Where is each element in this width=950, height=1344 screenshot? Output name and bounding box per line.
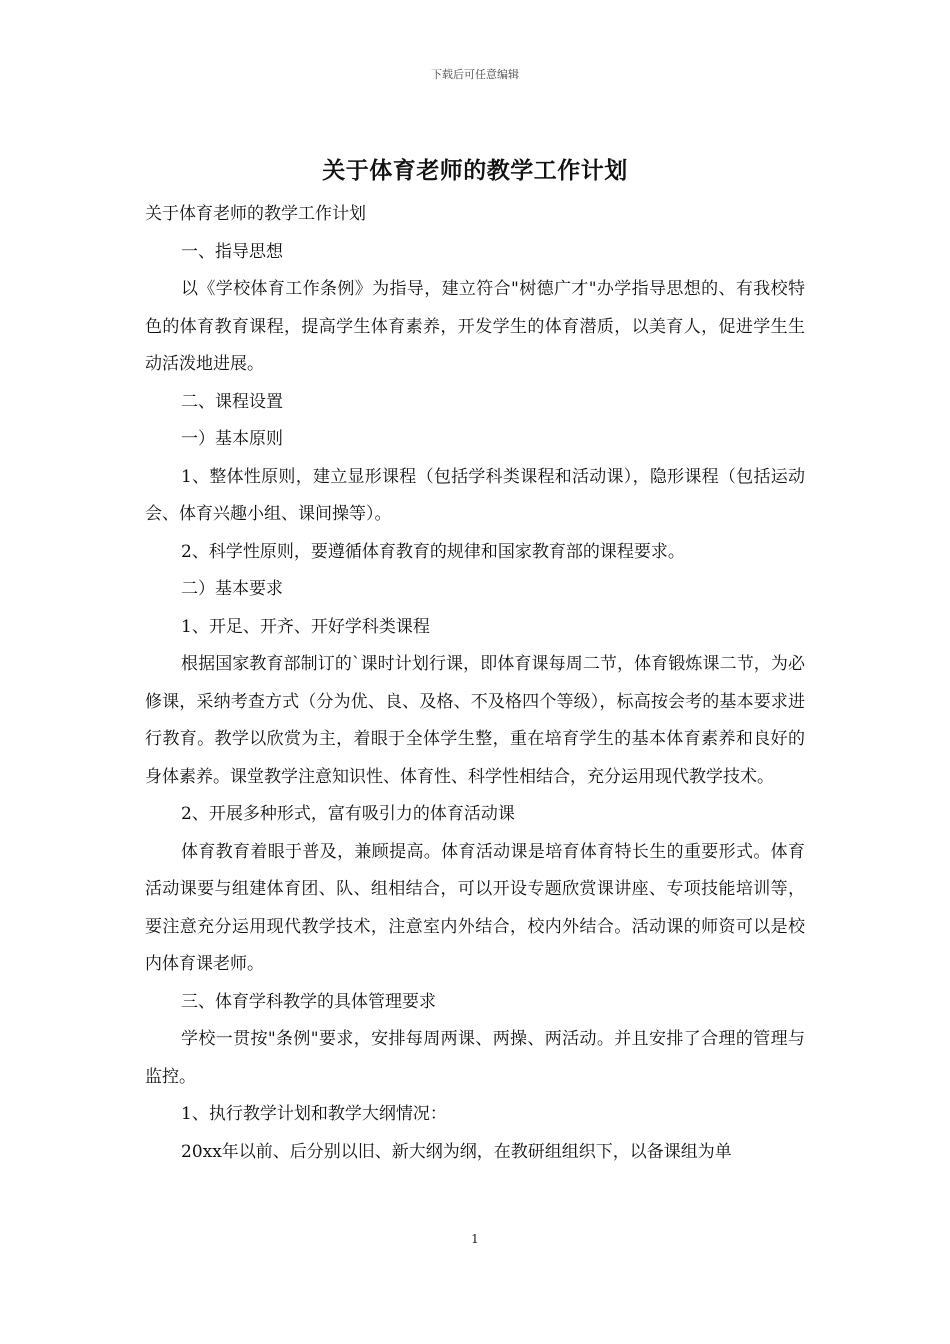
- document-body: [145, 196, 805, 1171]
- document-title: 关于体育老师的教学工作计划: [322, 157, 628, 184]
- list-item-heading: 1、执行教学计划和教学大纲情况：: [181, 1104, 447, 1124]
- list-item-heading: 2、开展多种形式，富有吸引力的体育活动课: [181, 804, 515, 824]
- paragraph: 关于体育老师的教学工作计划: [145, 204, 366, 224]
- section-heading: 二、课程设置: [181, 391, 283, 412]
- paragraph: 根据国家教育部制订的`课时计划行课，即体育课每周二节，体育锻炼课二节，为必修课，采纳考查方式（分为优、良、及格、不及格四个等级），标高按会考的基本要求进行教育。教学以欣赏为主，着眼于全体学生整，重在培育学生的基本体育素养和良好的身体素养。课堂教学注意知识性、体育性、科学性相结合，充分运用现代教学技术。: [145, 654, 805, 787]
- paragraph: 体育教育着眼于普及，兼顾提高。体育活动课是培育体育特长生的重要形式。体育活动课要与组建体育团、队、组相结合，可以开设专题欣赏课讲座、专项技能培训等，要注意充分运用现代教学技术，注意室内外结合，校内外结合。活动课的师资可以是校内体育课老师。: [145, 841, 805, 974]
- subsection-heading: 一）基本原则: [181, 429, 283, 449]
- section-heading: 一、指导思想: [181, 241, 283, 262]
- list-item-heading: 1、开足、开齐、开好学科类课程: [181, 616, 430, 637]
- paragraph: 学校一贯按"条例"要求，安排每周两课、两操、两活动。并且安排了合理的管理与监控。: [145, 1029, 805, 1087]
- subsection-heading: 二）基本要求: [181, 579, 283, 599]
- paragraph: 20xx年以前、后分别以旧、新大纲为纲，在教研组组织下，以备课组为单: [181, 1141, 732, 1162]
- section-heading: 三、体育学科教学的具体管理要求: [181, 991, 436, 1012]
- paragraph: 2、科学性原则，要遵循体育教育的规律和国家教育部的课程要求。: [181, 541, 685, 562]
- paragraph: 1、整体性原则，建立显形课程（包括学科类课程和活动课），隐形课程（包括运动会、体育兴趣小组、课间操等）。: [145, 466, 805, 524]
- page-header: 下载后可任意编辑: [431, 68, 519, 81]
- paragraph: 以《学校体育工作条例》为指导，建立符合"树德广才"办学指导思想的、有我校特色的体育教育课程，提高学生体育素养，开发学生的体育潜质，以美育人，促进学生生动活泼地进展。: [145, 279, 805, 374]
- page-number: 1: [471, 1232, 479, 1246]
